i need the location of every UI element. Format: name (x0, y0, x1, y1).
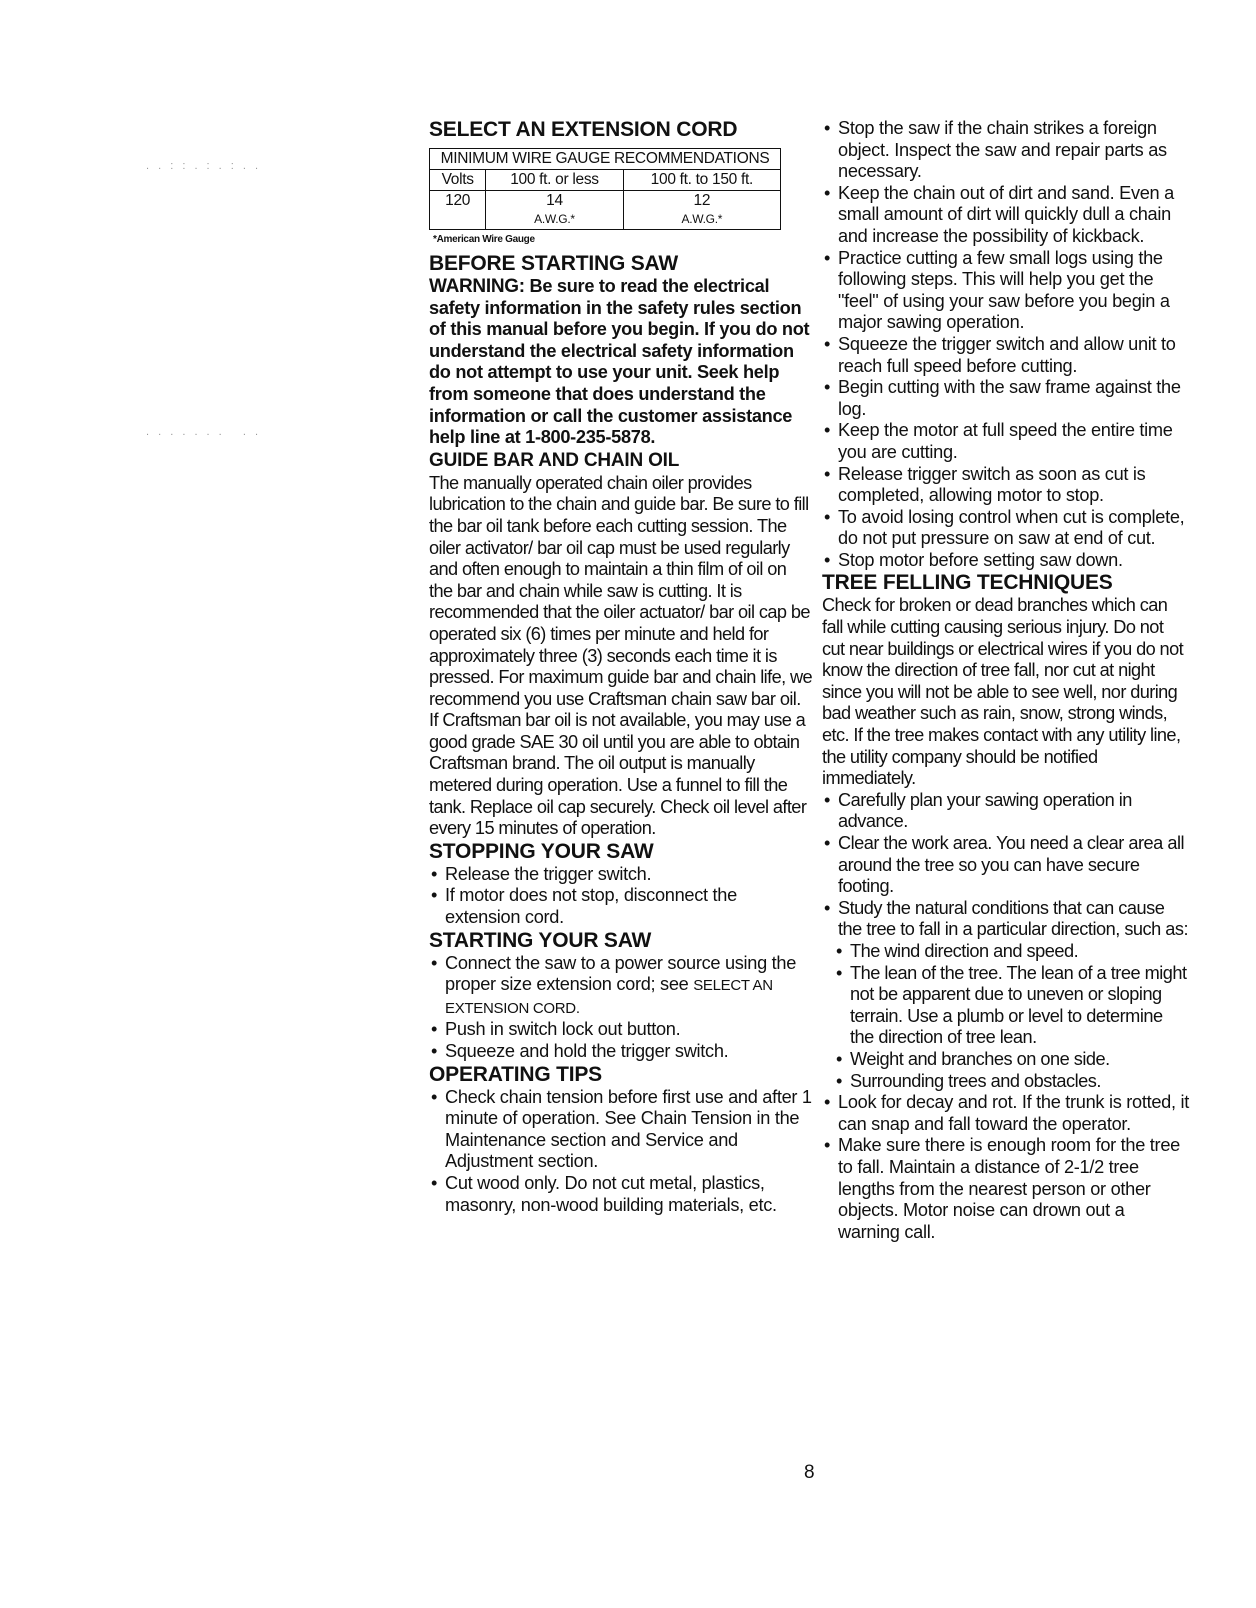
list-item: • Begin cutting with the saw frame against the log. (822, 377, 1190, 420)
list-item: • Study the natural conditions that can cause the tree to fall in a particular direction, such as: (822, 898, 1190, 941)
natural-conditions-list (834, 941, 1190, 1092)
right-column (822, 118, 1190, 1243)
tree-felling-list-b (822, 1092, 1190, 1243)
warning-label: WARNING: (429, 276, 525, 297)
operating-tips-heading: OPERATING TIPS (429, 1062, 602, 1086)
stopping-list (429, 864, 814, 929)
list-item: • Check chain tension before first use and after 1 minute of operation. See Chain Tension in the Maintenance section and Service and Adjustment section. (429, 1087, 814, 1173)
starting-list (429, 953, 814, 1063)
gauge-value: 12 (693, 192, 711, 209)
list-item: • Stop the saw if the chain strikes a foreign object. Inspect the saw and repair parts as necessary. (822, 118, 1190, 183)
gauge-unit: A.W.G.* (534, 212, 575, 226)
list-item: • Squeeze and hold the trigger switch. (429, 1041, 814, 1063)
list-item: • Carefully plan your sawing operation in advance. (822, 790, 1190, 833)
list-item (429, 953, 814, 1020)
list-item: • Make sure there is enough room for the tree to fall. Maintain a distance of 2-1/2 tree lengths from the nearest person or other objects. Motor noise can drown out a warning call. (822, 1135, 1190, 1243)
list-item: • Keep the chain out of dirt and sand. Even a small amount of dirt will quickly dull a chain and increase the possibility of kickback. (822, 183, 1190, 248)
list-item: • Cut wood only. Do not cut metal, plastics, masonry, non-wood building materials, etc. (429, 1173, 814, 1216)
gauge-unit: A.W.G.* (681, 212, 723, 226)
list-item: • Weight and branches on one side. (834, 1049, 1190, 1071)
operating-tips-list-a (429, 1087, 814, 1217)
list-item: • Surrounding trees and obstacles. (834, 1071, 1190, 1093)
list-item: • Practice cutting a few small logs using the following steps. This will help you get the "feel" of using your saw before you begin a major sawing operation. (822, 248, 1190, 334)
wire-gauge-table (429, 148, 781, 230)
extension-cord-heading: SELECT AN EXTENSION CORD (429, 118, 738, 141)
stopping-heading: STOPPING YOUR SAW (429, 839, 654, 863)
scan-speck: . . : : . : . : . . (146, 160, 262, 172)
scan-speck: . . . . . . . . . (146, 426, 262, 438)
page-number: 8 (804, 1462, 815, 1483)
list-item: • The lean of the tree. The lean of a tree might not be apparent due to uneven or sloping terrain. Use a plumb or level to determine the direction of tree lean. (834, 963, 1190, 1049)
table-header-100-to-150ft: 100 ft. to 150 ft. (623, 170, 780, 191)
list-item: • Keep the motor at full speed the entire time you are cutting. (822, 420, 1190, 463)
list-item: • The wind direction and speed. (834, 941, 1190, 963)
wire-gauge-table-title: MINIMUM WIRE GAUGE RECOMMENDATIONS (430, 149, 781, 170)
list-item: • Clear the work area. You need a clear area all around the tree so you can have secure footing. (822, 833, 1190, 898)
guide-bar-heading: GUIDE BAR AND CHAIN OIL (429, 449, 680, 471)
list-item: • Stop motor before setting saw down. (822, 550, 1190, 572)
list-item: • Release the trigger switch. (429, 864, 814, 886)
table-cell-gauge-short (486, 191, 623, 230)
tree-felling-intro: Check for broken or dead branches which can fall while cutting causing serious injury. Do not cut near buildings or electrical wires if you do not know the direction of tree fall, nor cut at night since you will not be able to see well, nor during bad weather such as rain, snow, strong winds, etc. If the tree makes contact with any utility line, the utility company should be notified immediately. (822, 595, 1184, 789)
list-item: • Look for decay and rot. If the trunk is rotted, it can snap and fall toward the operator. (822, 1092, 1190, 1135)
tree-felling-list-a (822, 790, 1190, 941)
table-cell-gauge-long (623, 191, 780, 230)
list-item: • To avoid losing control when cut is complete, do not put pressure on saw at end of cut. (822, 507, 1190, 550)
before-starting-heading: BEFORE STARTING SAW (429, 252, 678, 275)
table-footnote: *American Wire Gauge (433, 234, 535, 245)
list-item: • If motor does not stop, disconnect the extension cord. (429, 885, 814, 928)
table-cell-volts: 120 (430, 191, 486, 230)
list-item: • Squeeze the trigger switch and allow unit to reach full speed before cutting. (822, 334, 1190, 377)
gauge-value: 14 (546, 192, 563, 209)
operating-tips-list-b (822, 118, 1190, 571)
guide-bar-text: The manually operated chain oiler provides lubrication to the chain and guide bar. Be sure to fill the bar oil tank before each cutting session. The oiler activator/ bar oil cap must be used regularly and often enough to maintain a thin film of oil on the bar and chain while saw is cutting. It is recommended that the oiler actuator/ bar oil cap be operated six (6) times per minute and held for approximately three (3) seconds each time it is pressed. For maximum guide bar and chain life, we recommend you use Craftsman chain saw bar oil. If Craftsman bar oil is not available, you may use a good grade SAE 30 oil until you are able to obtain Craftsman brand. The oil output is manually metered during operation. Use a funnel to fill the tank. Replace oil cap securely. Check oil level after every 15 minutes of operation. (429, 472, 813, 839)
warning-paragraph (429, 276, 814, 449)
table-header-100ft-or-less: 100 ft. or less (486, 170, 623, 191)
left-column (429, 118, 814, 1216)
list-item: • Release trigger switch as soon as cut is completed, allowing motor to stop. (822, 464, 1190, 507)
starting-heading: STARTING YOUR SAW (429, 928, 652, 952)
table-header-volts: Volts (430, 170, 486, 191)
cross-reference: SELECT AN EXTENSION CORD. (445, 977, 773, 1017)
warning-text: Be sure to read the electrical safety information in the safety rules section of this manual before you begin. If you do not understand the electrical safety information do not attempt to use your unit. Seek help from someone that does understand the information or call the customer assistance help line at 1-800-235-5878. (429, 276, 810, 448)
list-item: • Push in switch lock out button. (429, 1019, 814, 1041)
list-item-text: Connect the saw to a power source using the proper size extension cord; see (445, 952, 797, 995)
tree-felling-heading: TREE FELLING TECHNIQUES (822, 571, 1113, 595)
